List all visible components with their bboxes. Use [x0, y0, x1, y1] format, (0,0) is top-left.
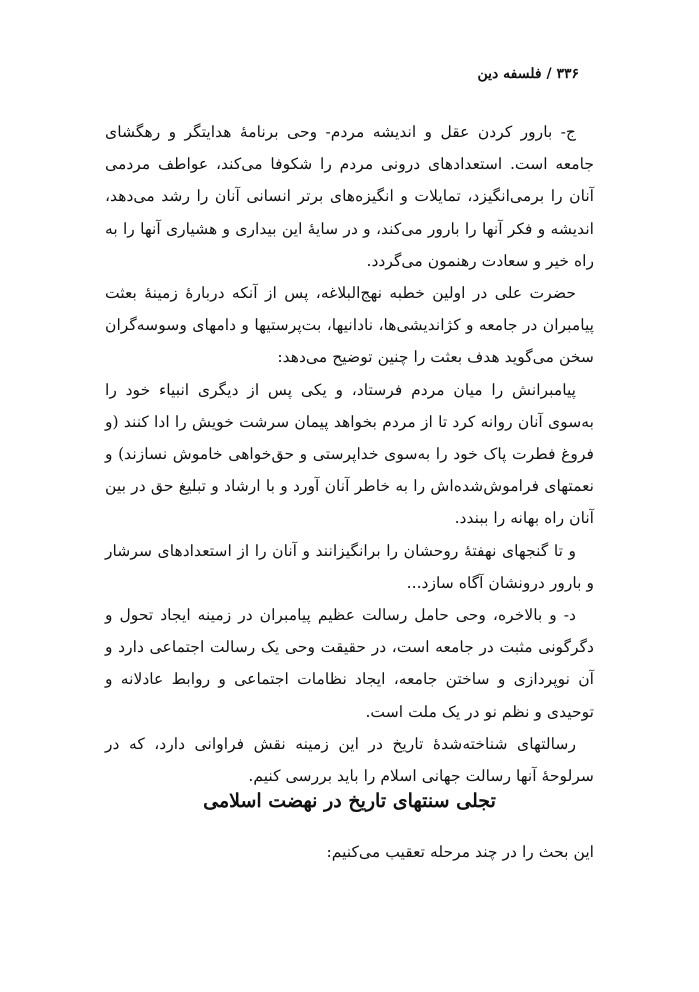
- section-heading: تجلی سنتهای تاریخ در نهضت اسلامی: [203, 790, 496, 812]
- section-intro: این بحث را در چند مرحله تعقیب می‌کنیم:: [326, 843, 594, 861]
- page-header: ۳۳۶ / فلسفه دین: [477, 66, 579, 82]
- paragraph-4: و تا گنجهای نهفتهٔ روحشان را برانگیزانند و آنان را از استعدادهای سرشار و بارور درونشان آگاه سازد...: [105, 541, 594, 592]
- paragraph-2: حضرت علی در اولین خطبه نهج‌البلاغه، پس از آنکه دربارهٔ زمینهٔ بعثت پیامبران در جامعه و کژاندیشی‌ها، نادانیها، بت‌پرستیها و دامهای وسوسه‌گران سخن می‌گوید هدف بعثت را چنین توضیح می‌دهد:: [105, 284, 594, 367]
- body-text: [105, 116, 594, 792]
- paragraph-5: د- و بالاخره، وحی حامل رسالت عظیم پیامبران در زمینه ایجاد تحول و دگرگونی مثبت در جامعه است، در حقیقت وحی یک رسالت اجتماعی دارد و آن نوپردازی و ساختن جامعه، ایجاد نظامات اجتماعی و روابط عادلانه و توحیدی و نظم نو در یک ملت است.: [105, 606, 594, 721]
- paragraph-1: ج- بارور کردن عقل و اندیشه مردم- وحی برنامهٔ هدایتگر و رهگشای جامعه است. استعدادهای درونی مردم را شکوفا می‌کند، عواطف مردمی آنان را برمی‌انگیزد، تمایلات و انگیزه‌های برتر انسانی آنان را رشد می‌دهد، اندیشه و فکر آنها را بارور می‌کند، و در سایهٔ این بیداری و هشیاری آنها را به راه خیر و سعادت رهنمون می‌گردد.: [105, 123, 594, 270]
- paragraph-3: پیامبرانش را میان مردم فرستاد، و یکی پس از دیگری انبیاء خود را به‌سوی آنان روانه کرد تا از مردم بخواهد پیمان سرشت خویش را ادا کنند (و فروغ فطرت پاک خود را به‌سوی خداپرستی و حق‌خواهی خاموش نسازند) و نعمتهای فراموش‌شده‌اش را به خاطر آنان آورد و با ارشاد و تبلیغ حق در بین آنان راه بهانه را ببندد.: [105, 380, 594, 528]
- paragraph-6: رسالتهای شناخته‌شدهٔ تاریخ در این زمینه نقش فراوانی دارد، که در سرلوحهٔ آنها رسالت جهانی اسلام را باید بررسی کنیم.: [105, 734, 594, 786]
